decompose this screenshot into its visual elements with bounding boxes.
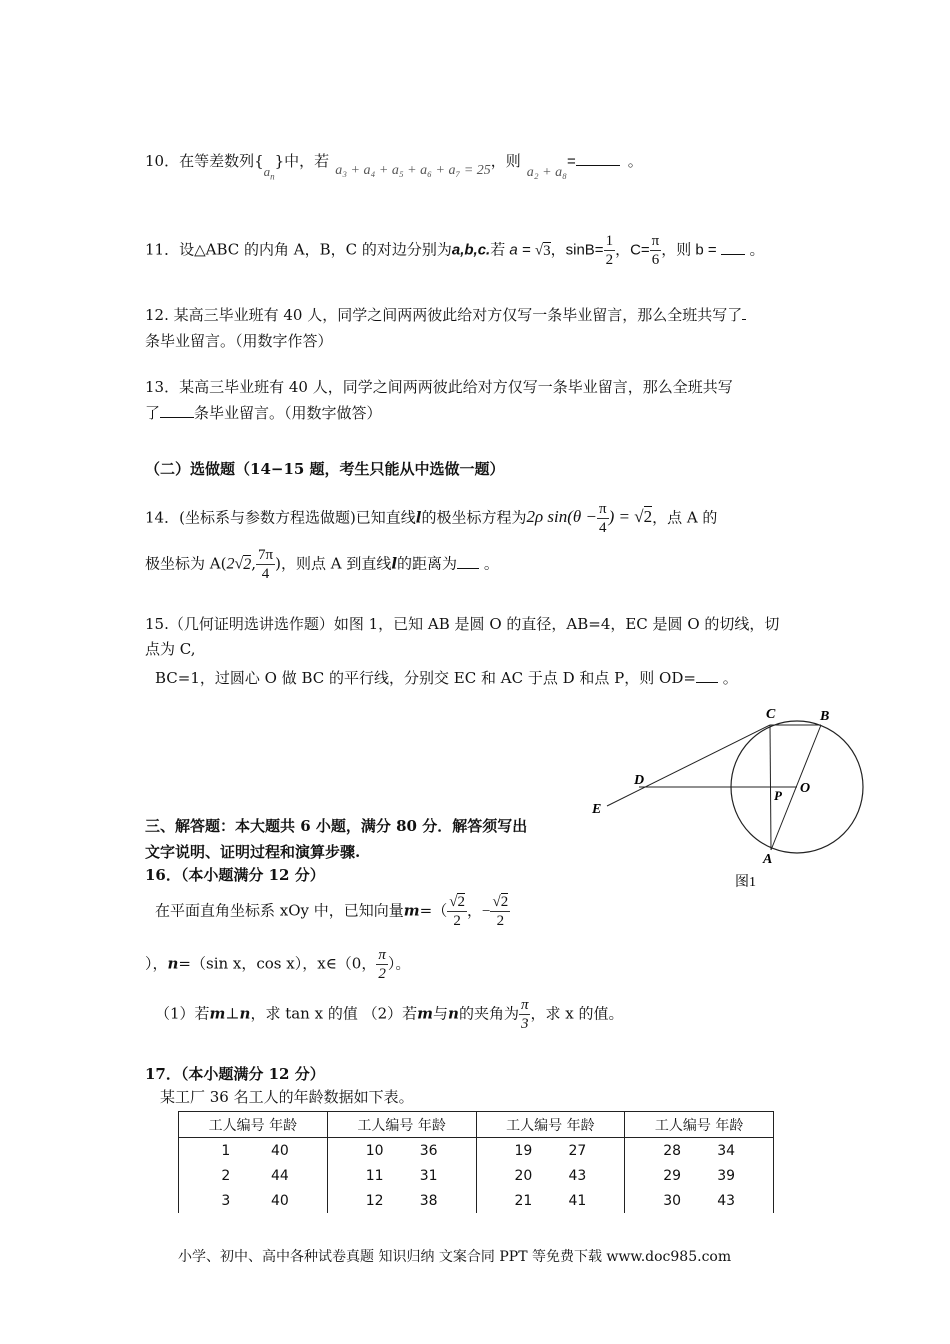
- worker-id: 20: [514, 1167, 533, 1184]
- q11-vars: a,b,c.: [451, 241, 491, 259]
- q16-part2-post: ，求 x 的值。: [530, 1004, 624, 1023]
- worker-age: 38: [419, 1192, 438, 1209]
- q11-prefix: 11．设△ABC 的内角 A，B，C 的对边分别为: [145, 240, 452, 259]
- q11-end: 。: [744, 240, 765, 259]
- q16-pi3: $\frac{\pi}{3}$: [520, 997, 529, 1032]
- q16-part2-mid: 的夹角为: [458, 1004, 519, 1023]
- q10-answer-blank[interactable]: [576, 151, 620, 166]
- geometry-figure: [585, 700, 885, 900]
- q14-equation: 2ρ sin(θ − $\frac{\pi}{4}$ ) = √2: [526, 501, 653, 536]
- worker-age-table: [178, 1111, 774, 1213]
- question-14-line1: [145, 500, 717, 537]
- q14-answer-blank[interactable]: [457, 554, 479, 569]
- q16-n-3: n: [448, 1004, 459, 1023]
- q11-if: 若: [490, 240, 506, 259]
- q14-line2-mid: )，则点 A 到直线: [275, 554, 392, 573]
- q16-title: 16．（本小题满分 12 分）: [145, 866, 325, 884]
- q14-angle-frac: $\frac{7\pi}{4}$: [258, 547, 274, 582]
- q11-c-frac: $\frac{\pi}{6}$: [651, 233, 660, 268]
- question-14-line2: [145, 546, 499, 583]
- q16-eq-paren: =（: [419, 901, 448, 920]
- label-a: A: [763, 852, 773, 867]
- q16-line1-pre: 在平面直角坐标系 xOy 中，已知向量: [155, 901, 404, 920]
- q10-seq: $a_n$: [263, 164, 275, 182]
- worker-age: 36: [419, 1142, 438, 1159]
- q15-end: 。: [717, 669, 738, 687]
- label-b: B: [820, 709, 830, 724]
- q16-pi2: $\frac{\pi}{2}$: [378, 947, 386, 982]
- q11-sinb: ，sinB=: [550, 241, 604, 259]
- q14-post: ，点 A 的: [652, 508, 718, 527]
- q10-middle: }中，若: [274, 152, 330, 170]
- q14-l-2: l: [391, 554, 398, 573]
- worker-age: 40: [270, 1192, 289, 1209]
- worker-age: 31: [419, 1167, 438, 1184]
- q10-target: a₂ + a₈: [526, 165, 567, 180]
- question-11: [145, 232, 764, 269]
- q11-answer-blank[interactable]: [721, 240, 745, 255]
- q16-n: n: [167, 954, 179, 973]
- question-10: [145, 150, 643, 182]
- q10-end: 。: [627, 152, 643, 170]
- table-header: 工人编号 年龄: [625, 1112, 774, 1138]
- q16-line2-pre: ），: [145, 954, 168, 973]
- label-p: P: [774, 788, 782, 803]
- q13-answer-blank[interactable]: [160, 403, 194, 418]
- question-15: [145, 612, 779, 691]
- label-e: E: [592, 802, 602, 817]
- label-c: C: [766, 707, 776, 722]
- q16-and: 与: [433, 1004, 449, 1023]
- q16-m-2: m: [209, 1004, 226, 1023]
- q10-then: ，则: [490, 152, 521, 170]
- worker-age: 44: [270, 1167, 289, 1184]
- worker-id: 11: [365, 1167, 384, 1184]
- worker-age: 43: [717, 1192, 736, 1209]
- q12-line2: 条毕业留言。（用数字作答）: [145, 332, 333, 350]
- q11-sinb-frac: $\frac{1}{2}$: [605, 233, 614, 268]
- q14-line2-pre: 极坐标为 A(: [145, 554, 227, 573]
- question-13: [145, 374, 733, 426]
- question-12: [145, 302, 746, 354]
- section-2-title: （二）选做题（14−15 题，考生只能从中选做一题）: [145, 460, 505, 478]
- q15-line3: BC=1，过圆心 O 做 BC 的平行线，分别交 EC 和 AC 于点 D 和点 P，则 OD=: [155, 669, 696, 687]
- q10-prefix: 10．在等差数列{: [145, 152, 264, 170]
- q14-coord1: 2√2: [226, 555, 252, 573]
- worker-age: 39: [717, 1167, 736, 1184]
- q16-m-3: m: [417, 1004, 434, 1023]
- q14-comma: ,: [251, 554, 257, 573]
- q16-perp: ⊥: [225, 1004, 240, 1023]
- q17-title: 17．（本小题满分 12 分）: [145, 1065, 325, 1083]
- q11-sqrt3: √3: [534, 242, 551, 259]
- q16-part1-post: ，求 tan x 的值 （2）若: [250, 1004, 418, 1023]
- q16-line2-mid: =（sin x，cos x），x∈（0，: [178, 954, 377, 973]
- table-header: 工人编号 年龄: [327, 1112, 476, 1138]
- section-3-title: [145, 813, 527, 865]
- worker-id: 19: [514, 1142, 533, 1159]
- q10-eq: =: [566, 153, 576, 170]
- q10-condition: a₃ + a₄ + a₅ + a₆ + a₇ = 25: [335, 163, 491, 178]
- q11-b-eq: ，则 b =: [661, 241, 717, 259]
- q12-answer-blank[interactable]: [742, 305, 746, 320]
- worker-id: 28: [663, 1142, 682, 1159]
- q16-minus: −: [481, 903, 491, 920]
- table-row: [179, 1163, 774, 1188]
- worker-id: 30: [663, 1192, 682, 1209]
- q15-answer-blank[interactable]: [696, 668, 718, 683]
- q14-pre: 14．(坐标系与参数方程选做题)已知直线: [145, 508, 416, 527]
- q16-line1: [155, 893, 510, 930]
- q16-n-2: n: [239, 1004, 251, 1023]
- table-row: [179, 1138, 774, 1164]
- table-header: 工人编号 年龄: [179, 1112, 328, 1138]
- worker-id: 29: [663, 1167, 682, 1184]
- q16-line2-end: ）。: [387, 954, 411, 973]
- q15-line1: 15.（几何证明选讲选作题）如图 1，已知 AB 是圆 O 的直径，AB=4，EC 是圆 O 的切线，切: [145, 615, 780, 633]
- q12-line1: 12. 某高三毕业班有 40 人，同学之间两两彼此给对方仅写一条毕业留言，那么全班共写了: [145, 306, 743, 324]
- q13-line2-pre: 了: [145, 404, 161, 422]
- section-3-line1: 三、解答题：本大题共 6 小题，满分 80 分．解答须写出: [145, 817, 528, 835]
- q17-intro: 某工厂 36 名工人的年龄数据如下表。: [160, 1088, 414, 1106]
- worker-age: 41: [568, 1192, 587, 1209]
- tangent-ec: [607, 725, 770, 806]
- q16-frac1: $\frac{√2}{2}$: [449, 894, 465, 929]
- q11-a-eq: a =: [509, 241, 531, 259]
- worker-age: 27: [568, 1142, 587, 1159]
- worker-id: 3: [221, 1192, 231, 1209]
- q16-frac2: $\frac{√2}{2}$: [492, 894, 509, 929]
- section-3-line2: 文字说明、证明过程和演算步骤.: [145, 843, 361, 861]
- q14-line2-post: 的距离为: [397, 554, 458, 573]
- worker-id: 12: [365, 1192, 384, 1209]
- q16-comma: ，: [466, 901, 482, 920]
- label-d: D: [634, 773, 645, 788]
- q16-parts: [155, 996, 623, 1033]
- label-o: O: [800, 781, 811, 796]
- q16-m: m: [403, 901, 420, 920]
- q16-part1-pre: （1）若: [155, 1004, 210, 1023]
- worker-age: 40: [270, 1142, 289, 1159]
- worker-age: 43: [568, 1167, 587, 1184]
- q15-line2: 点为 C,: [145, 640, 196, 658]
- q11-c: ，C=: [615, 241, 650, 259]
- q14-l: l: [415, 508, 422, 527]
- q14-mid: 的极坐标方程为: [421, 508, 527, 527]
- worker-id: 1: [221, 1142, 231, 1159]
- worker-age: 34: [717, 1142, 736, 1159]
- q16-line2: [145, 946, 410, 983]
- worker-id: 2: [221, 1167, 231, 1184]
- footer-text: 小学、初中、高中各种试卷真题 知识归纳 文案合同 PPT 等免费下载 www.doc985.com: [178, 1249, 732, 1265]
- figure-caption: 图1: [735, 875, 756, 890]
- table-header: 工人编号 年龄: [476, 1112, 625, 1138]
- worker-id: 10: [365, 1142, 384, 1159]
- table-header-row: [179, 1112, 774, 1138]
- q13-line1: 13．某高三毕业班有 40 人，同学之间两两彼此给对方仅写一条毕业留言，那么全班共写: [145, 378, 733, 396]
- table-row: [179, 1188, 774, 1213]
- q14-end: 。: [479, 554, 499, 573]
- worker-id: 21: [514, 1192, 533, 1209]
- q13-line2-post: 条毕业留言。（用数字做答）: [194, 404, 382, 422]
